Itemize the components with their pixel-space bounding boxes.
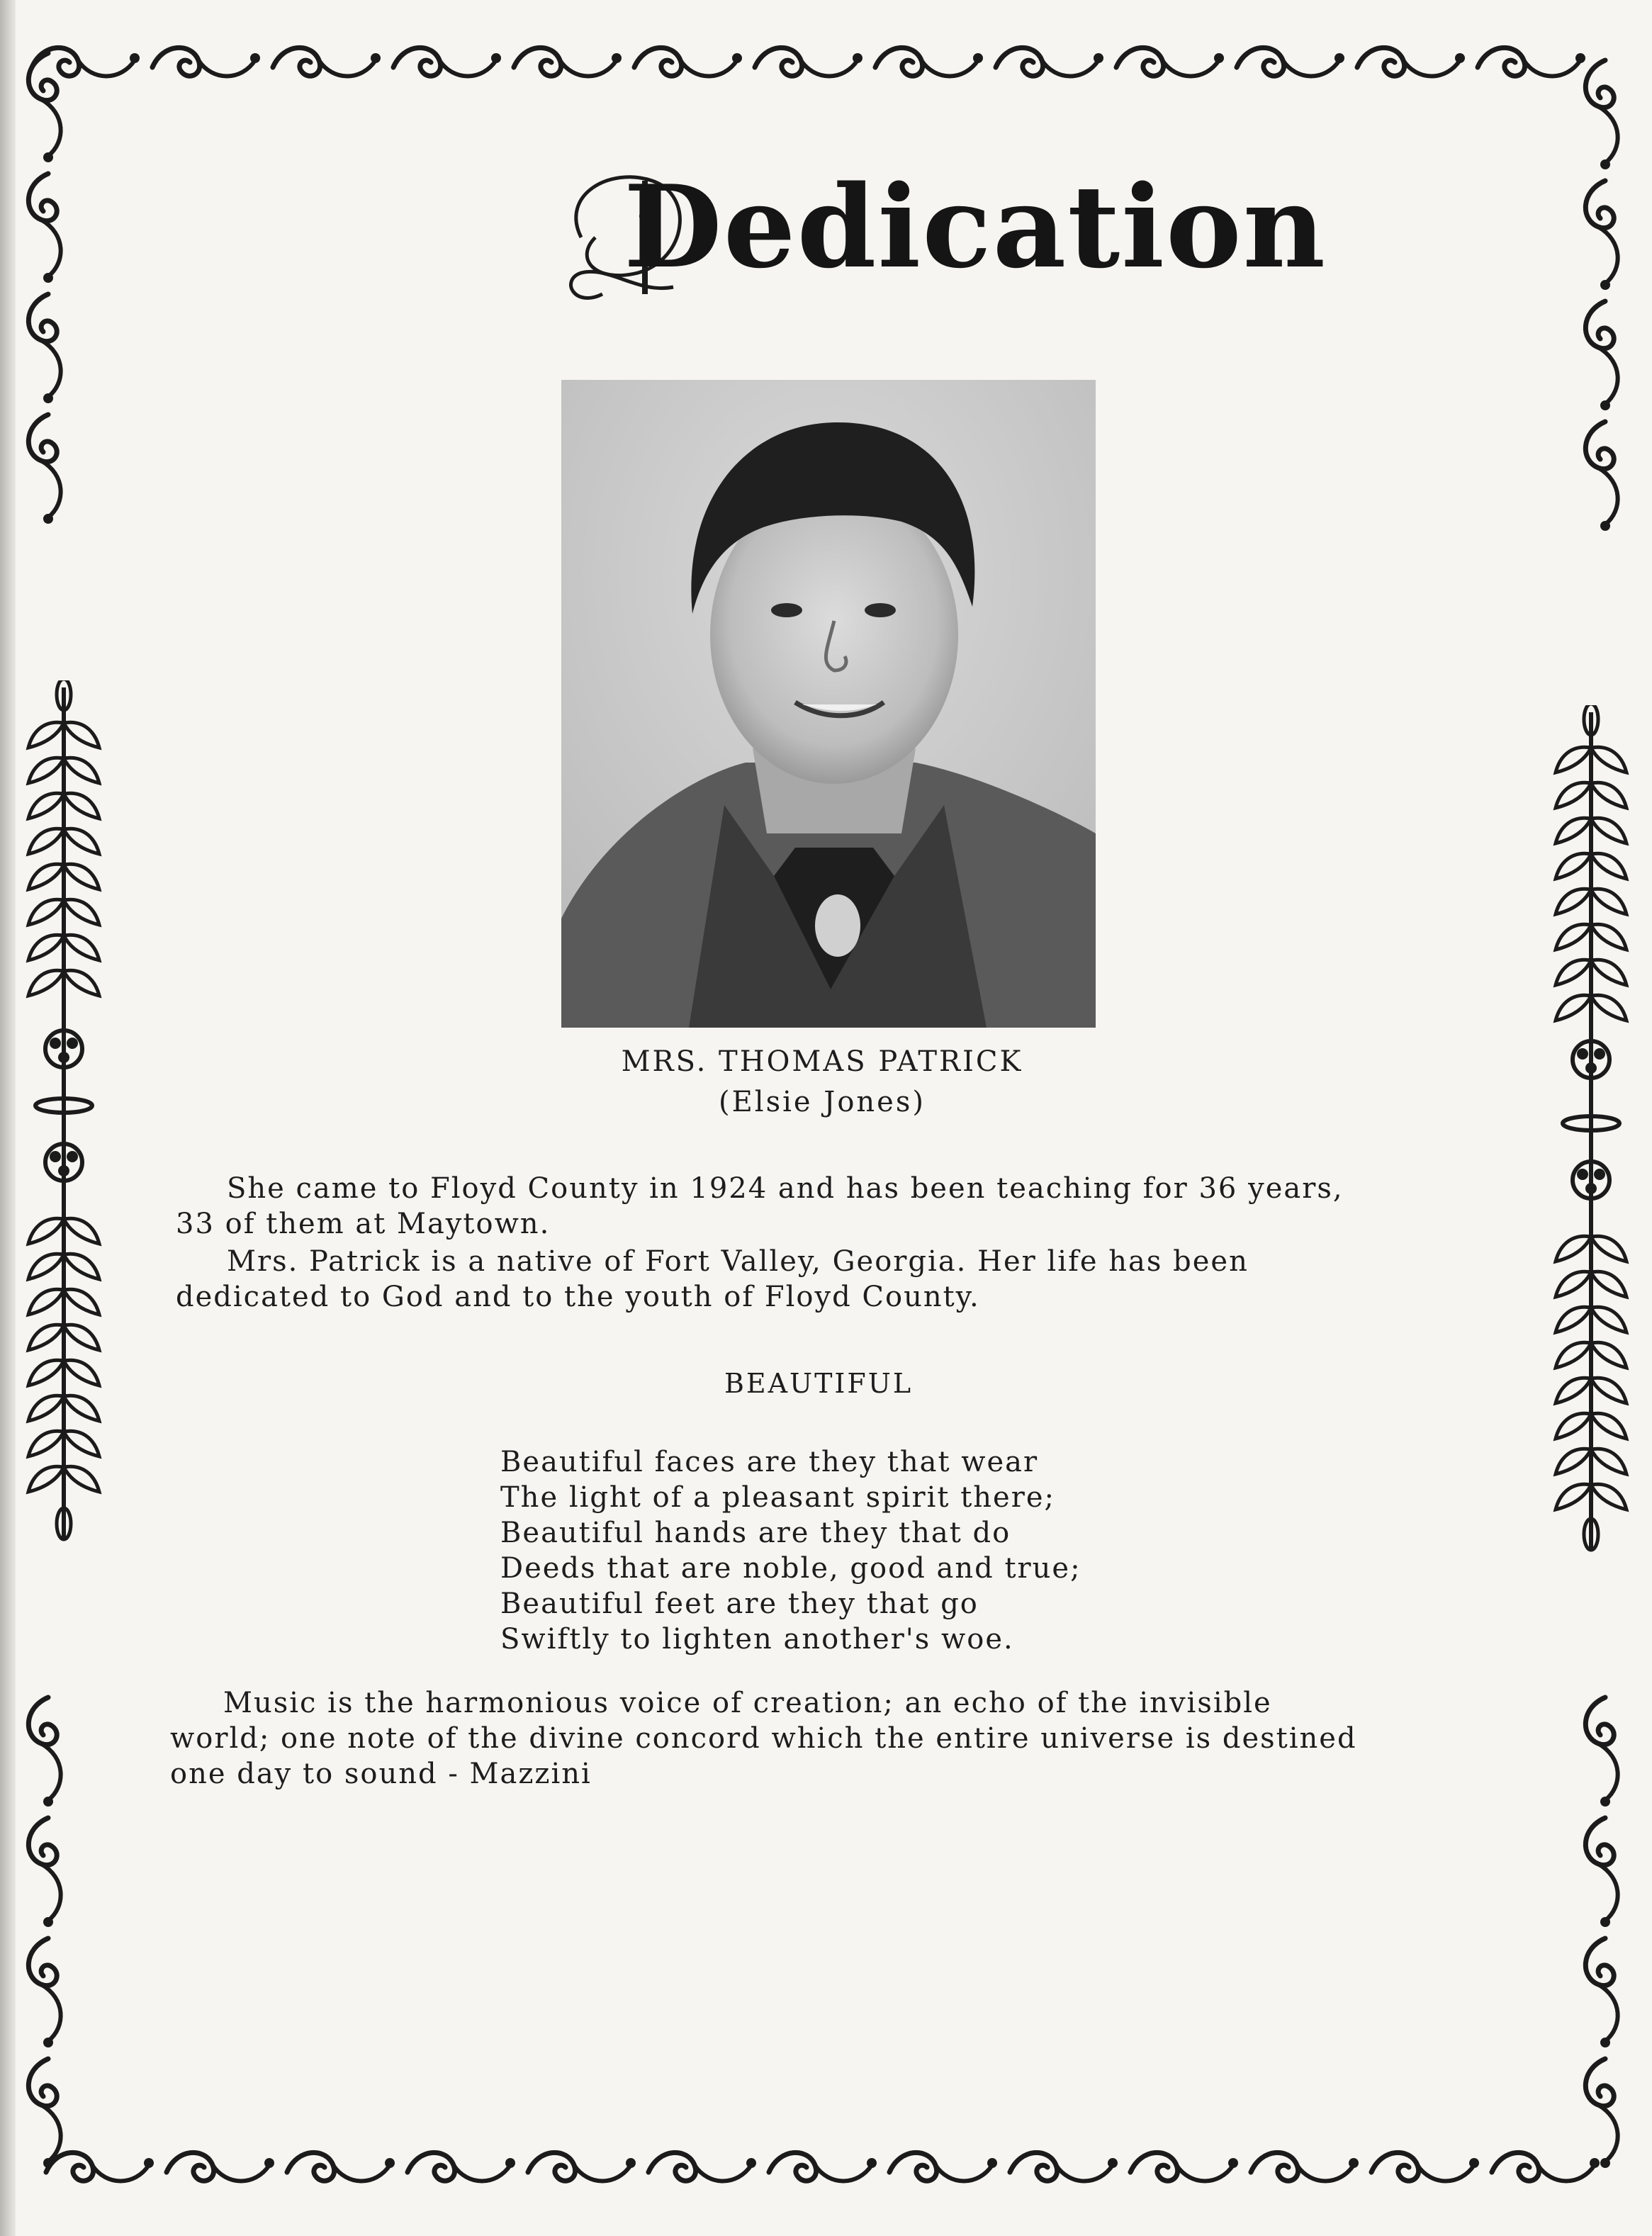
poem-body: [500, 1444, 1081, 1657]
quote-line: one day to sound - Mazzini: [170, 1758, 592, 1790]
left-lower-scroll-border-icon: [20, 1694, 77, 2190]
bio-para2-line2: dedicated to God and to the youth of Floyd County.: [176, 1281, 980, 1313]
right-upper-scroll-border-icon: [1577, 57, 1634, 553]
binding-shadow: [0, 0, 16, 2236]
poem-title: BEAUTIFUL: [724, 1368, 914, 1399]
right-fern-ornament-icon: [1549, 705, 1634, 1556]
quote-line: Music is the harmonious voice of creation; an echo of the invisible: [223, 1687, 1272, 1719]
left-upper-scroll-border-icon: [20, 50, 77, 532]
bio-para1-line1: She came to Floyd County in 1924 and has been teaching for 36 years,: [227, 1172, 1344, 1205]
bio-para1-line2: 33 of them at Maytown.: [176, 1208, 551, 1240]
poem-line: Beautiful feet are they that go: [500, 1588, 979, 1620]
poem-line: Deeds that are noble, good and true;: [500, 1552, 1081, 1585]
portrait-maiden-name: (Elsie Jones): [719, 1086, 926, 1118]
poem-line: Swiftly to lighten another's woe.: [500, 1623, 1014, 1656]
poem-line: Beautiful hands are they that do: [500, 1517, 1011, 1549]
portrait-photo: [561, 380, 1096, 1028]
poem-line: Beautiful faces are they that wear: [500, 1446, 1039, 1478]
bio-para2-line1: Mrs. Patrick is a native of Fort Valley, Georgia. Her life has been: [227, 1245, 1249, 1278]
quote-line: world; one note of the divine concord which the entire universe is destined: [170, 1722, 1357, 1755]
top-scroll-border-icon: [28, 28, 1630, 92]
right-lower-scroll-border-icon: [1577, 1694, 1634, 2190]
left-fern-ornament-icon: [21, 680, 106, 1545]
bottom-scroll-border-icon: [43, 2133, 1623, 2197]
portrait-name: MRS. THOMAS PATRICK: [621, 1045, 1023, 1078]
mazzini-quote: [170, 1685, 1357, 1792]
poem-line: The light of a pleasant spirit there;: [500, 1481, 1055, 1514]
page-title: Dedication: [624, 160, 1327, 293]
